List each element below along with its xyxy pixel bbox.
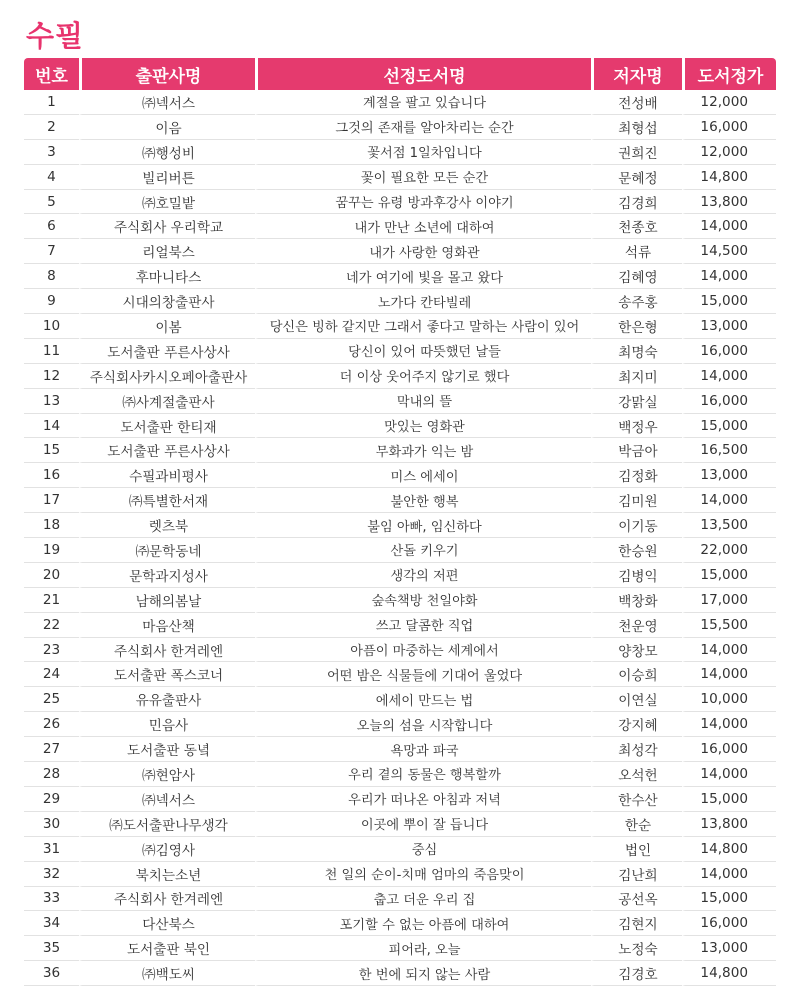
author-cell: 김난희 <box>591 862 682 887</box>
publisher-cell: ㈜호밀밭 <box>79 190 255 215</box>
book-title-cell: 무화과가 익는 밤 <box>255 438 591 463</box>
book-title-cell: 꿈꾸는 유령 방과후강사 이야기 <box>255 190 591 215</box>
header-publisher: 출판사명 <box>79 58 255 90</box>
author-cell: 천종호 <box>591 214 682 239</box>
book-title-cell: 생각의 저편 <box>255 563 591 588</box>
publisher-cell: 남해의봄날 <box>79 588 255 613</box>
publisher-cell: 주식회사카시오페아출판사 <box>79 364 255 389</box>
publisher-cell: 이봄 <box>79 314 255 339</box>
row-number: 13 <box>24 389 79 414</box>
table-row <box>24 712 776 737</box>
author-cell: 한순 <box>591 812 682 837</box>
publisher-cell: 유유출판사 <box>79 687 255 712</box>
table-row <box>24 339 776 364</box>
row-number: 3 <box>24 140 79 165</box>
publisher-cell: 도서출판 푸른사상사 <box>79 339 255 364</box>
row-number: 21 <box>24 588 79 613</box>
price-cell: 13,500 <box>682 513 776 538</box>
row-number: 20 <box>24 563 79 588</box>
table-row <box>24 961 776 986</box>
table-row <box>24 488 776 513</box>
publisher-cell: 도서출판 푸른사상사 <box>79 438 255 463</box>
price-cell: 13,000 <box>682 314 776 339</box>
author-cell: 한수산 <box>591 787 682 812</box>
book-title-cell: 숲속책방 천일야화 <box>255 588 591 613</box>
row-number: 8 <box>24 264 79 289</box>
author-cell: 김병익 <box>591 563 682 588</box>
price-cell: 16,000 <box>682 737 776 762</box>
book-title-cell: 내가 사랑한 영화관 <box>255 239 591 264</box>
table-row <box>24 787 776 812</box>
price-cell: 13,800 <box>682 190 776 215</box>
book-title-cell: 당신이 있어 따뜻했던 날들 <box>255 339 591 364</box>
book-title-cell: 미스 에세이 <box>255 463 591 488</box>
price-cell: 16,000 <box>682 339 776 364</box>
table-row <box>24 638 776 663</box>
table-row <box>24 364 776 389</box>
publisher-cell: 시대의창출판사 <box>79 289 255 314</box>
price-cell: 14,000 <box>682 364 776 389</box>
author-cell: 최지미 <box>591 364 682 389</box>
row-number: 1 <box>24 90 79 115</box>
publisher-cell: ㈜현암사 <box>79 762 255 787</box>
publisher-cell: 도서출판 북인 <box>79 936 255 961</box>
table-row <box>24 936 776 961</box>
row-number: 12 <box>24 364 79 389</box>
book-title-cell: 막내의 뜰 <box>255 389 591 414</box>
publisher-cell: ㈜사계절출판사 <box>79 389 255 414</box>
row-number: 10 <box>24 314 79 339</box>
row-number: 18 <box>24 513 79 538</box>
table-row <box>24 438 776 463</box>
price-cell: 15,000 <box>682 887 776 912</box>
table-row <box>24 563 776 588</box>
price-cell: 14,000 <box>682 638 776 663</box>
price-cell: 14,000 <box>682 862 776 887</box>
header-book-title: 선정도서명 <box>255 58 591 90</box>
book-title-cell: 욕망과 파국 <box>255 737 591 762</box>
book-title-cell: 우리가 떠나온 아침과 저녁 <box>255 787 591 812</box>
book-title-cell: 네가 여기에 빛을 몰고 왔다 <box>255 264 591 289</box>
table-row <box>24 538 776 563</box>
price-cell: 14,000 <box>682 488 776 513</box>
row-number: 31 <box>24 837 79 862</box>
price-cell: 14,000 <box>682 712 776 737</box>
author-cell: 천운영 <box>591 613 682 638</box>
author-cell: 강맑실 <box>591 389 682 414</box>
publisher-cell: ㈜백도씨 <box>79 961 255 986</box>
book-title-cell: 불임 아빠, 임신하다 <box>255 513 591 538</box>
book-title-cell: 중심 <box>255 837 591 862</box>
author-cell: 최형섭 <box>591 115 682 140</box>
table-row <box>24 165 776 190</box>
book-title-cell: 당신은 빙하 같지만 그래서 좋다고 말하는 사람이 있어 <box>255 314 591 339</box>
row-number: 19 <box>24 538 79 563</box>
publisher-cell: 도서출판 한티재 <box>79 414 255 439</box>
row-number: 27 <box>24 737 79 762</box>
book-title-cell: 포기할 수 없는 아픔에 대하여 <box>255 911 591 936</box>
price-cell: 14,800 <box>682 837 776 862</box>
book-title-cell: 내가 만난 소년에 대하여 <box>255 214 591 239</box>
table-row <box>24 887 776 912</box>
author-cell: 한승원 <box>591 538 682 563</box>
author-cell: 박금아 <box>591 438 682 463</box>
table-row <box>24 812 776 837</box>
price-cell: 14,500 <box>682 239 776 264</box>
author-cell: 전성배 <box>591 90 682 115</box>
table-row <box>24 90 776 115</box>
row-number: 15 <box>24 438 79 463</box>
author-cell: 이연실 <box>591 687 682 712</box>
row-number: 36 <box>24 961 79 986</box>
author-cell: 노정숙 <box>591 936 682 961</box>
book-title-cell: 에세이 만드는 법 <box>255 687 591 712</box>
row-number: 30 <box>24 812 79 837</box>
table-row <box>24 911 776 936</box>
table-row <box>24 239 776 264</box>
row-number: 6 <box>24 214 79 239</box>
row-number: 5 <box>24 190 79 215</box>
price-cell: 13,000 <box>682 463 776 488</box>
table-row <box>24 463 776 488</box>
table-row <box>24 190 776 215</box>
publisher-cell: 렛츠북 <box>79 513 255 538</box>
table-row <box>24 214 776 239</box>
table-row <box>24 588 776 613</box>
price-cell: 17,000 <box>682 588 776 613</box>
table-body <box>24 90 776 986</box>
table-row <box>24 687 776 712</box>
book-title-cell: 계절을 팔고 있습니다 <box>255 90 591 115</box>
table-row <box>24 762 776 787</box>
publisher-cell: 주식회사 한겨레엔 <box>79 887 255 912</box>
publisher-cell: 마음산책 <box>79 613 255 638</box>
book-title-cell: 노가다 칸타빌레 <box>255 289 591 314</box>
book-title-cell: 이곳에 뿌이 잘 듭니다 <box>255 812 591 837</box>
row-number: 14 <box>24 414 79 439</box>
publisher-cell: ㈜넥서스 <box>79 787 255 812</box>
row-number: 11 <box>24 339 79 364</box>
author-cell: 백창화 <box>591 588 682 613</box>
author-cell: 문혜정 <box>591 165 682 190</box>
book-table <box>24 58 776 986</box>
table-row <box>24 314 776 339</box>
row-number: 22 <box>24 613 79 638</box>
book-title-cell: 꽃서점 1일차입니다 <box>255 140 591 165</box>
author-cell: 양창모 <box>591 638 682 663</box>
author-cell: 이기동 <box>591 513 682 538</box>
author-cell: 송주홍 <box>591 289 682 314</box>
author-cell: 백정우 <box>591 414 682 439</box>
publisher-cell: 도서출판 폭스코너 <box>79 662 255 687</box>
publisher-cell: 도서출판 동녘 <box>79 737 255 762</box>
price-cell: 22,000 <box>682 538 776 563</box>
author-cell: 김혜영 <box>591 264 682 289</box>
header-row <box>24 58 776 90</box>
row-number: 16 <box>24 463 79 488</box>
table-header <box>24 58 776 90</box>
row-number: 29 <box>24 787 79 812</box>
author-cell: 김경희 <box>591 190 682 215</box>
price-cell: 14,000 <box>682 762 776 787</box>
price-cell: 15,000 <box>682 414 776 439</box>
publisher-cell: ㈜문학동네 <box>79 538 255 563</box>
book-title-cell: 오늘의 섬을 시작합니다 <box>255 712 591 737</box>
book-title-cell: 춥고 더운 우리 집 <box>255 887 591 912</box>
table-row <box>24 662 776 687</box>
row-number: 32 <box>24 862 79 887</box>
author-cell: 석류 <box>591 239 682 264</box>
author-cell: 최명숙 <box>591 339 682 364</box>
price-cell: 15,000 <box>682 289 776 314</box>
row-number: 17 <box>24 488 79 513</box>
row-number: 35 <box>24 936 79 961</box>
row-number: 7 <box>24 239 79 264</box>
book-title-cell: 어떤 밤은 식물들에 기대어 울었다 <box>255 662 591 687</box>
header-author: 저자명 <box>591 58 682 90</box>
page-title: 수필 <box>26 19 85 53</box>
row-number: 28 <box>24 762 79 787</box>
book-title-cell: 한 번에 되지 않는 사람 <box>255 961 591 986</box>
author-cell: 최성각 <box>591 737 682 762</box>
publisher-cell: ㈜행성비 <box>79 140 255 165</box>
price-cell: 16,000 <box>682 115 776 140</box>
author-cell: 공선옥 <box>591 887 682 912</box>
row-number: 9 <box>24 289 79 314</box>
book-title-cell: 아픔이 마중하는 세계에서 <box>255 638 591 663</box>
author-cell: 김미원 <box>591 488 682 513</box>
price-cell: 15,000 <box>682 787 776 812</box>
book-title-cell: 쓰고 달콤한 직업 <box>255 613 591 638</box>
table-row <box>24 862 776 887</box>
price-cell: 10,000 <box>682 687 776 712</box>
row-number: 25 <box>24 687 79 712</box>
table-row <box>24 513 776 538</box>
table-row <box>24 115 776 140</box>
publisher-cell: 북치는소년 <box>79 862 255 887</box>
publisher-cell: ㈜도서출판나무생각 <box>79 812 255 837</box>
row-number: 4 <box>24 165 79 190</box>
author-cell: 김경호 <box>591 961 682 986</box>
row-number: 26 <box>24 712 79 737</box>
publisher-cell: ㈜특별한서재 <box>79 488 255 513</box>
row-number: 2 <box>24 115 79 140</box>
header-price: 도서정가 <box>682 58 776 90</box>
publisher-cell: 다산북스 <box>79 911 255 936</box>
row-number: 23 <box>24 638 79 663</box>
publisher-cell: ㈜김영사 <box>79 837 255 862</box>
price-cell: 16,500 <box>682 438 776 463</box>
price-cell: 14,800 <box>682 961 776 986</box>
price-cell: 13,800 <box>682 812 776 837</box>
publisher-cell: 수필과비평사 <box>79 463 255 488</box>
price-cell: 16,000 <box>682 911 776 936</box>
table-row <box>24 289 776 314</box>
table-row <box>24 264 776 289</box>
row-number: 34 <box>24 911 79 936</box>
publisher-cell: 이음 <box>79 115 255 140</box>
publisher-cell: 주식회사 우리학교 <box>79 214 255 239</box>
table-row <box>24 737 776 762</box>
author-cell: 김현지 <box>591 911 682 936</box>
publisher-cell: 리얼북스 <box>79 239 255 264</box>
row-number: 33 <box>24 887 79 912</box>
publisher-cell: 빌리버튼 <box>79 165 255 190</box>
author-cell: 이승희 <box>591 662 682 687</box>
author-cell: 한은형 <box>591 314 682 339</box>
publisher-cell: 주식회사 한겨레엔 <box>79 638 255 663</box>
book-title-cell: 불안한 행복 <box>255 488 591 513</box>
author-cell: 오석헌 <box>591 762 682 787</box>
price-cell: 14,000 <box>682 264 776 289</box>
publisher-cell: 후마니타스 <box>79 264 255 289</box>
book-title-cell: 우리 곁의 동물은 행복할까 <box>255 762 591 787</box>
price-cell: 12,000 <box>682 140 776 165</box>
price-cell: 15,500 <box>682 613 776 638</box>
publisher-cell: 문학과지성사 <box>79 563 255 588</box>
price-cell: 14,000 <box>682 662 776 687</box>
author-cell: 권희진 <box>591 140 682 165</box>
table-row <box>24 613 776 638</box>
book-title-cell: 천 일의 순이-치매 엄마의 죽음맞이 <box>255 862 591 887</box>
book-title-cell: 산돌 키우기 <box>255 538 591 563</box>
table-row <box>24 389 776 414</box>
table-row <box>24 414 776 439</box>
author-cell: 법인 <box>591 837 682 862</box>
table-row <box>24 837 776 862</box>
author-cell: 김정화 <box>591 463 682 488</box>
author-cell: 강지혜 <box>591 712 682 737</box>
header-number: 번호 <box>24 58 79 90</box>
publisher-cell: 민음사 <box>79 712 255 737</box>
price-cell: 16,000 <box>682 389 776 414</box>
publisher-cell: ㈜넥서스 <box>79 90 255 115</box>
book-title-cell: 맛있는 영화관 <box>255 414 591 439</box>
table-row <box>24 140 776 165</box>
price-cell: 14,800 <box>682 165 776 190</box>
book-title-cell: 그것의 존재를 알아차리는 순간 <box>255 115 591 140</box>
price-cell: 13,000 <box>682 936 776 961</box>
price-cell: 14,000 <box>682 214 776 239</box>
book-title-cell: 꽃이 필요한 모든 순간 <box>255 165 591 190</box>
price-cell: 15,000 <box>682 563 776 588</box>
price-cell: 12,000 <box>682 90 776 115</box>
book-title-cell: 더 이상 웃어주지 않기로 했다 <box>255 364 591 389</box>
book-title-cell: 피어라, 오늘 <box>255 936 591 961</box>
row-number: 24 <box>24 662 79 687</box>
